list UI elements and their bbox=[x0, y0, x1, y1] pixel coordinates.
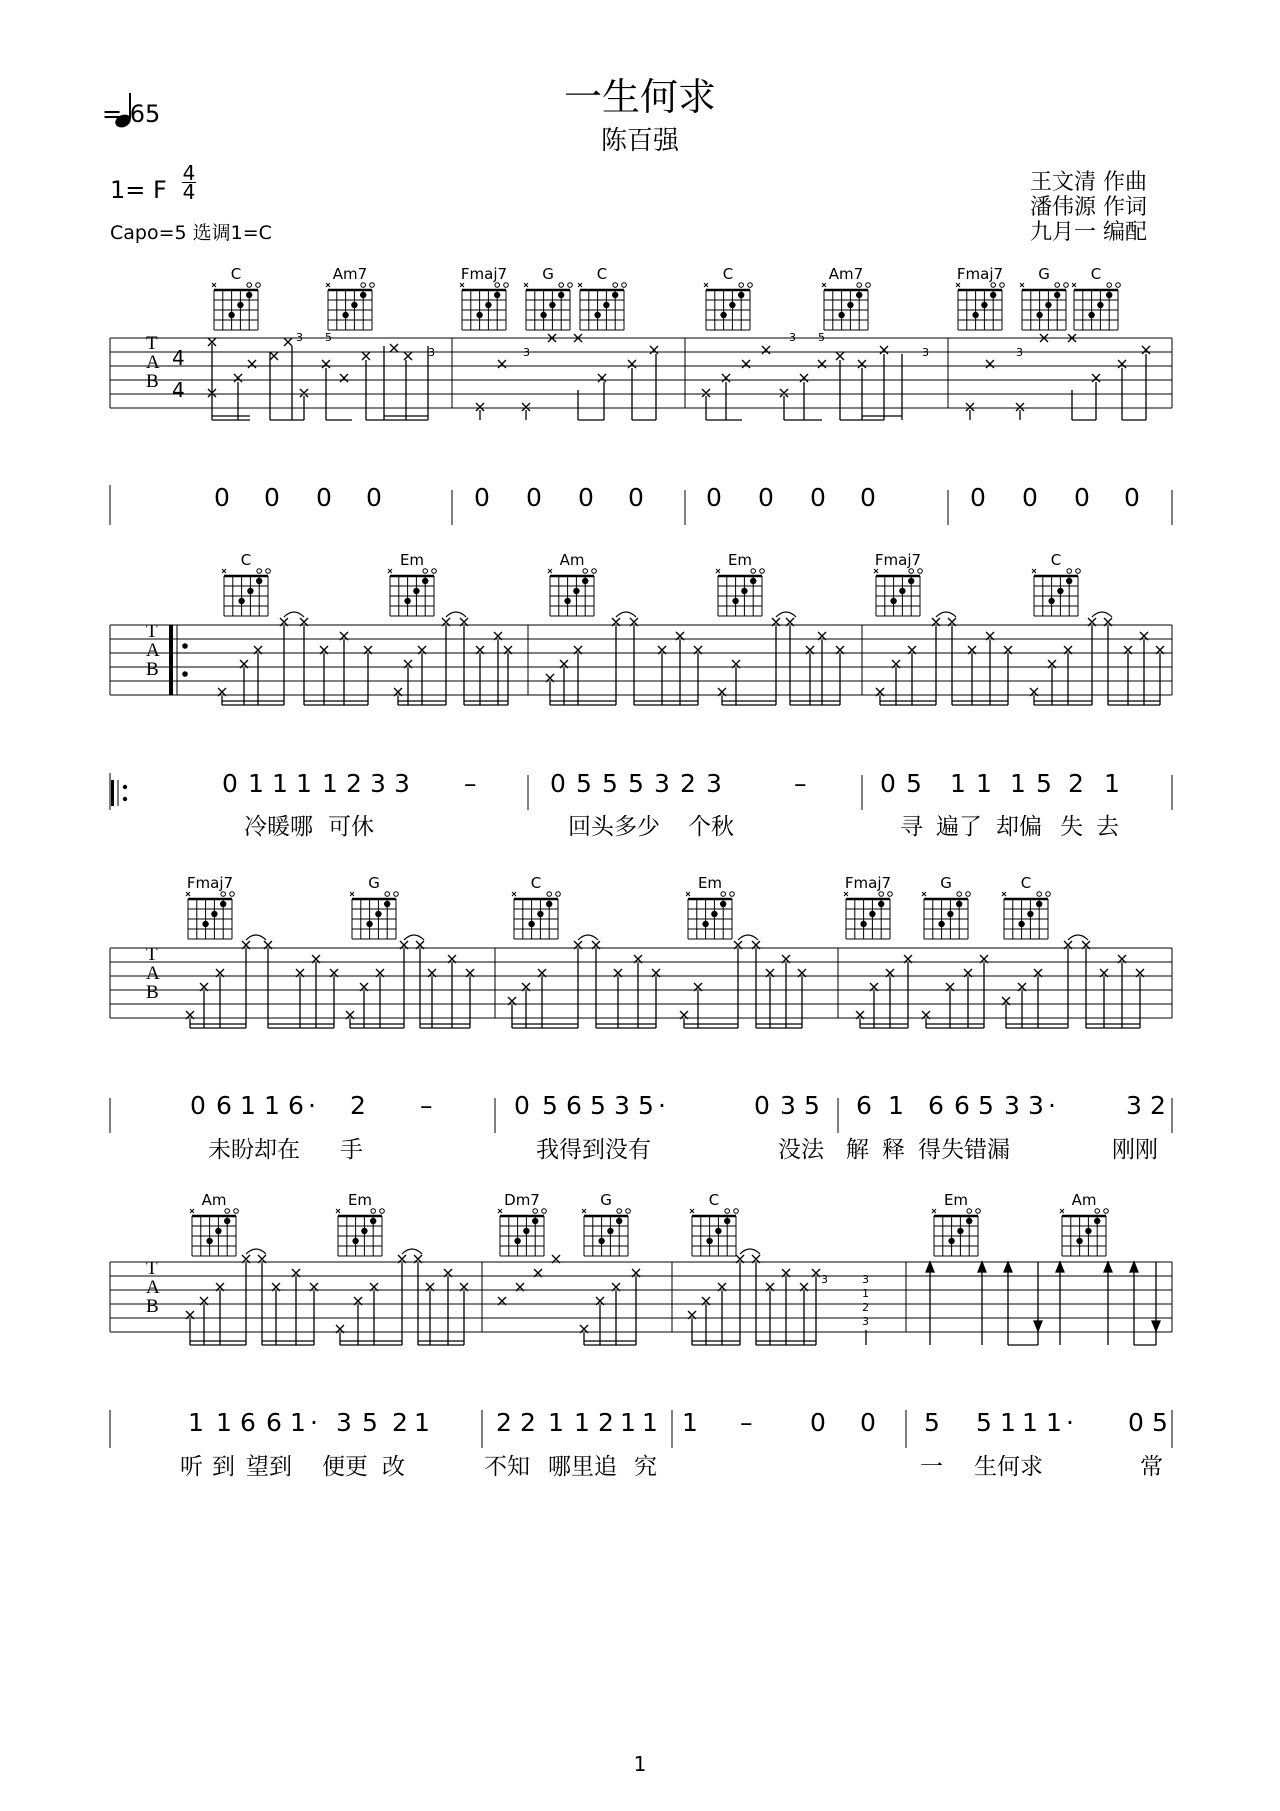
notation-note: 6 bbox=[288, 1091, 304, 1120]
svg-text:2: 2 bbox=[862, 1301, 869, 1314]
notation-note: 1 bbox=[248, 769, 264, 798]
chord-grid-icon bbox=[1018, 282, 1070, 332]
tab-clef-a: A bbox=[146, 352, 160, 373]
notation-note: 6 bbox=[954, 1091, 970, 1120]
notation-note: 1 bbox=[642, 1408, 658, 1437]
notation-note: 0 bbox=[970, 483, 986, 512]
notation-note: 0 bbox=[1128, 1408, 1144, 1437]
chord-name: C bbox=[1020, 874, 1032, 892]
notation-note: 0 bbox=[474, 483, 490, 512]
svg-text:4: 4 bbox=[172, 378, 185, 402]
chord-diagram bbox=[220, 552, 272, 622]
svg-text:3: 3 bbox=[789, 331, 796, 344]
notation-note: 1 bbox=[322, 769, 338, 798]
notation-note: 1 bbox=[1104, 769, 1120, 798]
chord-grid-icon bbox=[510, 891, 562, 941]
tempo: = 65 bbox=[102, 100, 161, 128]
notation-note: 6 bbox=[266, 1408, 282, 1437]
notation-note: 1 bbox=[240, 1091, 256, 1120]
chord-grid-icon bbox=[930, 1208, 982, 1258]
chord-grid-icon bbox=[714, 568, 766, 618]
notation-note: 1 bbox=[414, 1408, 430, 1437]
chord-name: Fmaj7 bbox=[460, 265, 508, 283]
notation-note: 3 bbox=[370, 769, 386, 798]
chord-grid-icon bbox=[842, 891, 894, 941]
chord-grid-icon bbox=[184, 891, 236, 941]
chord-diagram bbox=[510, 875, 562, 945]
tab-clef-b: B bbox=[146, 371, 159, 392]
chord-diagram bbox=[324, 266, 376, 336]
notation-note: 2 bbox=[350, 1091, 366, 1120]
notation-note: 0 bbox=[214, 483, 230, 512]
notation-note: 3 bbox=[706, 769, 722, 798]
lyric-text: 可休 bbox=[328, 814, 374, 840]
lyric-text: 冷暖哪 bbox=[244, 814, 313, 840]
chord-grid-icon bbox=[386, 568, 438, 618]
tab-clef-a: A bbox=[146, 963, 160, 984]
notation-note: – bbox=[794, 769, 807, 798]
svg-text:3: 3 bbox=[428, 346, 435, 359]
notation-note: 0 bbox=[880, 769, 896, 798]
tab-clef-b: B bbox=[146, 1296, 159, 1317]
notation-note: 5 bbox=[542, 1091, 558, 1120]
time-signature bbox=[182, 161, 196, 204]
chord-diagram bbox=[702, 266, 754, 336]
notation-note: – bbox=[740, 1408, 753, 1437]
chord-name: Am7 bbox=[332, 265, 368, 283]
lyric-text: 我得到没有 bbox=[536, 1137, 651, 1163]
chord-name: Em bbox=[347, 1191, 373, 1209]
tab-clef-t: T bbox=[146, 621, 158, 642]
chord-name: C bbox=[596, 265, 608, 283]
chord-name: C bbox=[1050, 551, 1062, 569]
notation-note: – bbox=[464, 769, 477, 798]
notation-note: · bbox=[308, 1091, 316, 1120]
chord-grid-icon bbox=[872, 568, 924, 618]
chord-diagram bbox=[580, 1192, 632, 1262]
lyric-text: 望到 bbox=[246, 1454, 292, 1480]
lyric-text: 常 bbox=[1140, 1454, 1163, 1480]
tab-clef bbox=[146, 334, 160, 391]
chord-name: Am bbox=[1071, 1191, 1097, 1209]
tab-clef-b: B bbox=[146, 982, 159, 1003]
notation-note: 3 bbox=[1028, 1091, 1044, 1120]
chord-name: Am bbox=[559, 551, 585, 569]
lyric-text: 不知 bbox=[484, 1454, 530, 1480]
chord-grid-icon bbox=[820, 282, 872, 332]
notation-note: 0 bbox=[526, 483, 542, 512]
notation-note: 0 bbox=[860, 483, 876, 512]
notation-note: 5 bbox=[978, 1091, 994, 1120]
chord-grid-icon bbox=[324, 282, 376, 332]
notation-note: · bbox=[1066, 1408, 1074, 1437]
notation-note: 5 bbox=[1036, 769, 1052, 798]
notation-note: 5 bbox=[976, 1408, 992, 1437]
notation-note: 0 bbox=[754, 1091, 770, 1120]
chord-grid-icon bbox=[348, 891, 400, 941]
notation-note: 2 bbox=[346, 769, 362, 798]
chord-name: C bbox=[1090, 265, 1102, 283]
notation-note: 2 bbox=[520, 1408, 536, 1437]
notation-note: 2 bbox=[496, 1408, 512, 1437]
chord-diagram bbox=[820, 266, 872, 336]
notation-note: 1 bbox=[1010, 769, 1026, 798]
svg-text:1: 1 bbox=[862, 1287, 869, 1300]
notation-note: 0 bbox=[758, 483, 774, 512]
chord-name: G bbox=[542, 265, 554, 283]
chord-grid-icon bbox=[496, 1208, 548, 1258]
notation-note: 3 bbox=[780, 1091, 796, 1120]
notation-note: 0 bbox=[366, 483, 382, 512]
notation-note: 5 bbox=[590, 1091, 606, 1120]
notation-note: 0 bbox=[514, 1091, 530, 1120]
chord-grid-icon bbox=[334, 1208, 386, 1258]
chord-name: C bbox=[708, 1191, 720, 1209]
time-sig-top: 4 bbox=[182, 161, 196, 185]
notation-note: 1 bbox=[574, 1408, 590, 1437]
chord-name: C bbox=[240, 551, 252, 569]
lyric-text: 却偏 bbox=[996, 814, 1042, 840]
chord-name: G bbox=[368, 874, 380, 892]
chord-diagram bbox=[496, 1192, 548, 1262]
notation-note: – bbox=[420, 1091, 433, 1120]
chord-diagram bbox=[872, 552, 924, 622]
tab-clef-a: A bbox=[146, 1277, 160, 1298]
lyric-text: 失 bbox=[1060, 814, 1083, 840]
chord-diagram bbox=[546, 552, 598, 622]
chord-diagram bbox=[1030, 552, 1082, 622]
notation-note: 3 bbox=[336, 1408, 352, 1437]
lyric-text: 遍了 bbox=[936, 814, 982, 840]
notation-note: 2 bbox=[1150, 1091, 1166, 1120]
notation-note: 6 bbox=[856, 1091, 872, 1120]
svg-text:3: 3 bbox=[821, 1273, 828, 1286]
chord-diagram bbox=[522, 266, 574, 336]
notation-note: · bbox=[658, 1091, 666, 1120]
notation-note: 6 bbox=[216, 1091, 232, 1120]
lyric-text: 解 bbox=[846, 1137, 869, 1163]
notation-note: 0 bbox=[550, 769, 566, 798]
chord-diagram bbox=[188, 1192, 240, 1262]
lyric-text: 听 bbox=[180, 1454, 203, 1480]
tab-clef-t: T bbox=[146, 333, 158, 354]
notation-note: 0 bbox=[810, 483, 826, 512]
svg-text:4: 4 bbox=[172, 346, 185, 370]
chord-name: G bbox=[940, 874, 952, 892]
tab-clef-t: T bbox=[146, 1258, 158, 1279]
chord-grid-icon bbox=[522, 282, 574, 332]
chord-diagram bbox=[576, 266, 628, 336]
chord-grid-icon bbox=[688, 1208, 740, 1258]
chord-name: Em bbox=[399, 551, 425, 569]
tab-clef-t: T bbox=[146, 944, 158, 965]
lyric-text: 刚刚 bbox=[1112, 1137, 1158, 1163]
lyric-text: 没法 bbox=[778, 1137, 824, 1163]
notation-note: 6 bbox=[566, 1091, 582, 1120]
chord-name: Dm7 bbox=[504, 1191, 540, 1209]
notation-note: 0 bbox=[316, 483, 332, 512]
notation-note: 3 bbox=[1004, 1091, 1020, 1120]
svg-text:3: 3 bbox=[922, 346, 929, 359]
svg-text:3: 3 bbox=[862, 1315, 869, 1328]
notation-note: 1 bbox=[264, 1091, 280, 1120]
chord-grid-icon bbox=[1000, 891, 1052, 941]
notation-note: 3 bbox=[654, 769, 670, 798]
lyricist-credit: 潘伟源 作词 bbox=[1030, 195, 1147, 220]
chord-grid-icon bbox=[1070, 282, 1122, 332]
composer-credit: 王文清 作曲 bbox=[1030, 170, 1147, 195]
lyric-text: 生何求 bbox=[974, 1454, 1043, 1480]
svg-text:5: 5 bbox=[325, 331, 332, 344]
artist-name: 陈百强 bbox=[600, 126, 679, 156]
chord-name: Am bbox=[201, 1191, 227, 1209]
notation-note: 1 bbox=[1000, 1408, 1016, 1437]
chord-name: C bbox=[230, 265, 242, 283]
notation-note: 2 bbox=[1068, 769, 1084, 798]
lyric-text: 回头多少 bbox=[568, 814, 660, 840]
key-signature: 1= F bbox=[110, 176, 167, 204]
chord-diagram bbox=[210, 266, 262, 336]
chord-diagram bbox=[930, 1192, 982, 1262]
svg-text:3: 3 bbox=[296, 331, 303, 344]
chord-name: Em bbox=[697, 874, 723, 892]
svg-text:3: 3 bbox=[523, 346, 530, 359]
tab-clef bbox=[146, 945, 160, 1002]
chord-name: C bbox=[530, 874, 542, 892]
notation-note: 1 bbox=[620, 1408, 636, 1437]
tab-clef bbox=[146, 1259, 160, 1316]
chord-diagram bbox=[458, 266, 510, 336]
notation-note: 3 bbox=[394, 769, 410, 798]
notation-note: 1 bbox=[1046, 1408, 1062, 1437]
notation-note: 5 bbox=[924, 1408, 940, 1437]
chord-diagram bbox=[184, 875, 236, 945]
chord-name: G bbox=[1038, 265, 1050, 283]
chord-diagram bbox=[386, 552, 438, 622]
notation-note: 0 bbox=[222, 769, 238, 798]
lyric-text: 个秋 bbox=[688, 814, 734, 840]
chord-name: Fmaj7 bbox=[956, 265, 1004, 283]
song-title: 一生何求 bbox=[563, 75, 716, 119]
notation-note: 1 bbox=[1022, 1408, 1038, 1437]
notation-note: 1 bbox=[682, 1408, 698, 1437]
chord-grid-icon bbox=[702, 282, 754, 332]
chord-name: G bbox=[600, 1191, 612, 1209]
chord-diagram bbox=[714, 552, 766, 622]
chord-diagram bbox=[1000, 875, 1052, 945]
notation-note: 1 bbox=[296, 769, 312, 798]
chord-grid-icon bbox=[546, 568, 598, 618]
chord-diagram bbox=[334, 1192, 386, 1262]
chord-name: Fmaj7 bbox=[186, 874, 234, 892]
notation-note: 5 bbox=[1152, 1408, 1168, 1437]
chord-grid-icon bbox=[576, 282, 628, 332]
lyric-text: 释 bbox=[882, 1137, 905, 1163]
chord-grid-icon bbox=[1058, 1208, 1110, 1258]
chord-diagram bbox=[954, 266, 1006, 336]
chord-name: Am7 bbox=[828, 265, 864, 283]
notation-note: 5 bbox=[638, 1091, 654, 1120]
notation-note: 6 bbox=[240, 1408, 256, 1437]
chord-name: C bbox=[722, 265, 734, 283]
notation-note: 2 bbox=[392, 1408, 408, 1437]
notation-note: 5 bbox=[362, 1408, 378, 1437]
notation-note: 5 bbox=[576, 769, 592, 798]
lyric-text: 手 bbox=[340, 1137, 363, 1163]
arranger-credit: 九月一 编配 bbox=[1030, 220, 1147, 245]
chord-grid-icon bbox=[1030, 568, 1082, 618]
lyric-text: 未盼却在 bbox=[208, 1137, 300, 1163]
notation-note: 0 bbox=[578, 483, 594, 512]
chord-grid-icon bbox=[580, 1208, 632, 1258]
notation-note: 1 bbox=[548, 1408, 564, 1437]
chord-diagram bbox=[920, 875, 972, 945]
lyric-text: 改 bbox=[382, 1454, 405, 1480]
lyric-text: 便更 bbox=[322, 1454, 368, 1480]
chord-diagram bbox=[1070, 266, 1122, 336]
chord-name: Fmaj7 bbox=[844, 874, 892, 892]
svg-text:5: 5 bbox=[818, 331, 825, 344]
tab-clef bbox=[146, 622, 160, 679]
page-number: 1 bbox=[633, 1752, 647, 1776]
notation-note: 1 bbox=[950, 769, 966, 798]
lyric-text: 寻 bbox=[900, 814, 923, 840]
notation-note: 5 bbox=[906, 769, 922, 798]
notation-note: 0 bbox=[1022, 483, 1038, 512]
chord-diagram bbox=[348, 875, 400, 945]
svg-text:3: 3 bbox=[862, 1273, 869, 1286]
notation-note: 0 bbox=[1074, 483, 1090, 512]
lyric-text: 到 bbox=[212, 1454, 235, 1480]
lyric-text: 得失错漏 bbox=[918, 1137, 1010, 1163]
tab-clef-a: A bbox=[146, 640, 160, 661]
notation-note: 0 bbox=[860, 1408, 876, 1437]
lyric-text: 一 bbox=[920, 1454, 943, 1480]
chord-grid-icon bbox=[684, 891, 736, 941]
notation-note: 0 bbox=[1124, 483, 1140, 512]
notation-note: · bbox=[310, 1408, 318, 1437]
notation-note: 2 bbox=[598, 1408, 614, 1437]
chord-grid-icon bbox=[210, 282, 262, 332]
notation-note: 1 bbox=[188, 1408, 204, 1437]
chord-diagram bbox=[842, 875, 894, 945]
chord-diagram bbox=[1058, 1192, 1110, 1262]
notation-note: 1 bbox=[272, 769, 288, 798]
chord-grid-icon bbox=[188, 1208, 240, 1258]
notation-note: 0 bbox=[190, 1091, 206, 1120]
time-sig-bottom: 4 bbox=[182, 180, 196, 204]
notation-note: 0 bbox=[628, 483, 644, 512]
lyric-text: 去 bbox=[1096, 814, 1119, 840]
notation-note: 2 bbox=[680, 769, 696, 798]
chord-name: Em bbox=[943, 1191, 969, 1209]
chord-diagram bbox=[1018, 266, 1070, 336]
chord-grid-icon bbox=[920, 891, 972, 941]
chord-name: Fmaj7 bbox=[874, 551, 922, 569]
chord-diagram bbox=[688, 1192, 740, 1262]
chord-name: Em bbox=[727, 551, 753, 569]
notation-note: 0 bbox=[264, 483, 280, 512]
tab-clef-b: B bbox=[146, 659, 159, 680]
notation-note: 5 bbox=[602, 769, 618, 798]
svg-text:3: 3 bbox=[1016, 346, 1023, 359]
notation-note: 1 bbox=[888, 1091, 904, 1120]
chord-diagram bbox=[684, 875, 736, 945]
lyric-text: 哪里追 bbox=[548, 1454, 617, 1480]
lyric-text: 究 bbox=[634, 1454, 657, 1480]
chord-grid-icon bbox=[458, 282, 510, 332]
notation-note: 0 bbox=[810, 1408, 826, 1437]
notation-note: 1 bbox=[290, 1408, 306, 1437]
notation-note: 0 bbox=[706, 483, 722, 512]
notation-note: 1 bbox=[976, 769, 992, 798]
chord-grid-icon bbox=[954, 282, 1006, 332]
notation-note: 3 bbox=[614, 1091, 630, 1120]
notation-note: 6 bbox=[928, 1091, 944, 1120]
notation-note: 5 bbox=[628, 769, 644, 798]
notation-note: · bbox=[1048, 1091, 1056, 1120]
notation-note: 1 bbox=[216, 1408, 232, 1437]
capo-info: Capo=5 选调1=C bbox=[110, 222, 272, 244]
chord-grid-icon bbox=[220, 568, 272, 618]
notation-note: 5 bbox=[804, 1091, 820, 1120]
notation-note: 3 bbox=[1126, 1091, 1142, 1120]
